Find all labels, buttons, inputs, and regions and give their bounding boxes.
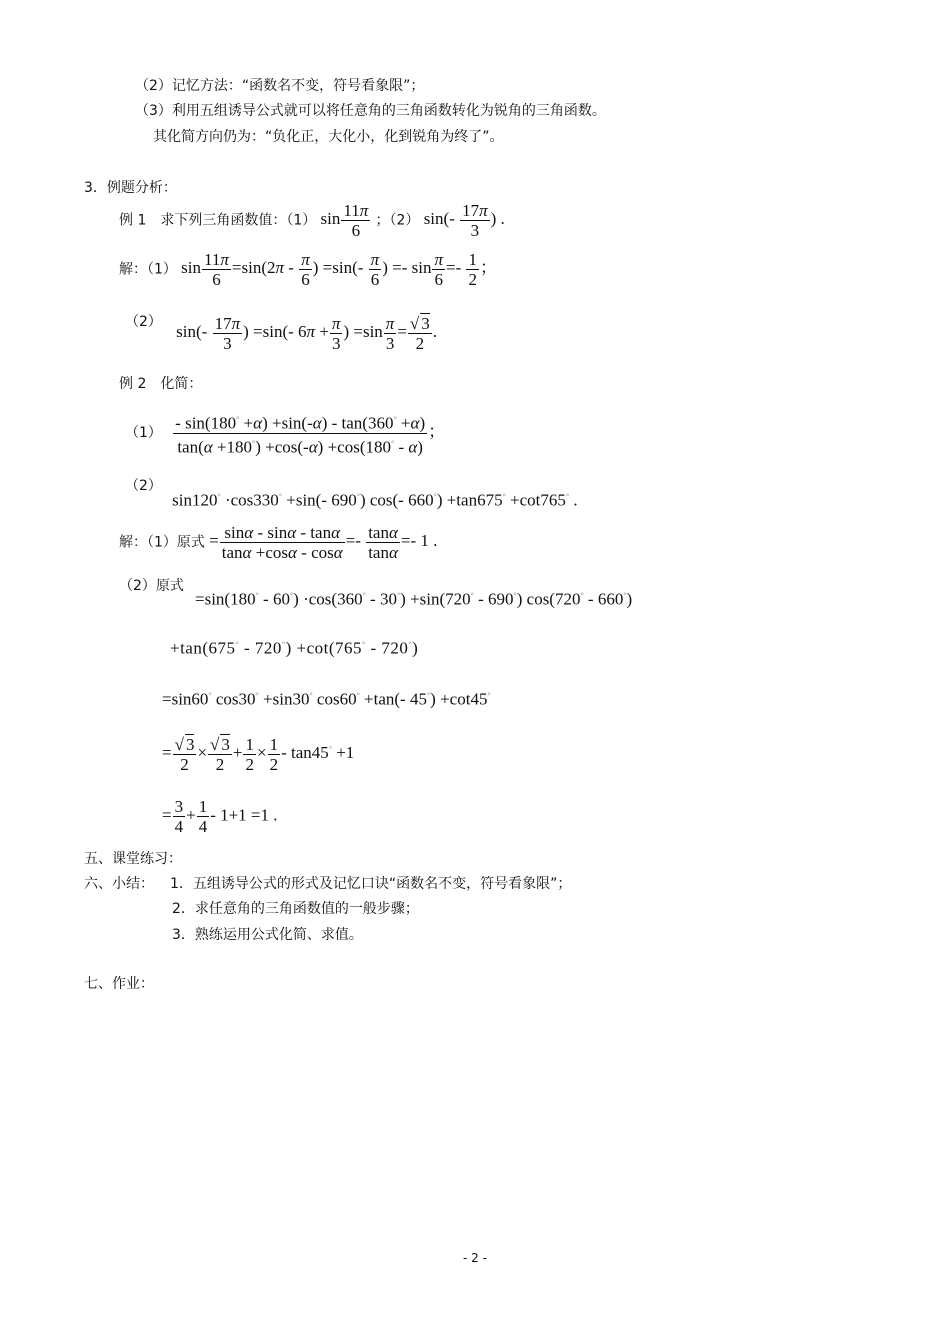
solution-2-line-3: =sin60° cos30° +sin30° cos60° +tan(- 45°) +cot45°	[162, 689, 491, 709]
example-2-part2	[125, 477, 578, 511]
formula: sin $\frac{11\pi}{6}$ =sin(2π - $\frac{\pi}{6}$ ) =sin(- $\frac{\pi}{6}$ ) =- sin $\frac{\pi}{6}$ =- $\frac{1}{2}$ ；	[181, 250, 497, 289]
solution-2-line-2: +tan(675° - 720°) +cot(765° - 720°)	[170, 638, 419, 658]
section-7-heading: 七、作业：	[84, 976, 154, 992]
solution-2-line-5: = $\frac{3}{4}$ + $\frac{1}{4}$ - 1+1 =1 .	[162, 797, 278, 836]
section-6-heading: 六、小结：	[84, 876, 154, 892]
example-2-part2-label: （2）	[125, 478, 162, 494]
formula: sin(- $\frac{17\pi}{3}$ ) =sin(- 6π + $\frac{\pi}{3}$ ) =sin $\frac{\pi}{3}$ = $\frac{√ 3}{2}$ .	[176, 313, 438, 353]
solution-1-part1	[119, 250, 497, 289]
example-2-part1-label: （1）	[125, 425, 162, 442]
summary-item-2: 2．求任意角的三角函数值的一般步骤；	[172, 901, 419, 917]
example-1-label: 例 1 求下列三角函数值：（1）	[119, 212, 317, 229]
example-1-part2: ；（2）	[375, 212, 420, 229]
summary-item-3: 3．熟练运用公式化简、求值。	[172, 927, 363, 943]
solution-2-part2-label: （2）原式	[119, 578, 184, 594]
formula: sin120° ·cos330° +sin(- 690°) cos(- 660°) +tan675° +cot765° .	[172, 490, 578, 510]
note-3-cont: 其化简方向仍为：“负化正，大化小，化到锐角为终了”。	[153, 129, 504, 145]
solution-2-line-4: = $\frac{√ 3}{2}$ × $\frac{√ 3}{2}$ + $\frac{1}{2}$ × $\frac{1}{2}$ - tan45° +1	[162, 734, 355, 774]
summary-item-1: 1．五组诱导公式的形式及记忆口诀“函数名不变，符号看象限”；	[170, 876, 572, 892]
formula: = $\frac{\sin\alpha - \sin\alpha - \tan\alpha}{\tan\alpha +\cos\alpha - \cos\alpha}$ =- $\frac{\tan\alpha}{\tan\alpha}$ =- 1 .	[209, 523, 438, 562]
formula: sin(- $\frac{17\pi}{3}$ ) .	[423, 201, 505, 240]
example-1	[119, 201, 505, 240]
page-number: - 2 -	[463, 1251, 487, 1265]
formula: sin $\frac{11\pi}{6}$	[320, 201, 369, 240]
solution-1-part2-label: （2）	[125, 314, 162, 330]
example-2-label: 例 2 化简：	[119, 376, 203, 392]
note-3: （3）利用五组诱导公式就可以将任意角的三角函数转化为锐角的三角函数。	[135, 103, 606, 119]
example-2-part1	[125, 410, 445, 456]
solution-2-part1	[119, 523, 437, 562]
solution-1-part2	[125, 313, 437, 353]
note-2: （2）记忆方法：“函数名不变，符号看象限”；	[135, 78, 425, 94]
section-3-heading: 3．例题分析：	[84, 180, 177, 196]
solution-2-line-1: =sin(180° - 60°) ·cos(360° - 30°) +sin(720° - 690°) cos(720° - 660°)	[195, 589, 633, 609]
formula: $\frac{- \sin(180^\circ +\alpha) +\sin(-\alpha) - \tan(360^\circ +\alpha)}{\tan(\alpha +180^\circ) +\cos(-\alpha) +\cos(180^\circ - \alpha)}$ ；	[172, 422, 445, 441]
section-5-heading: 五、课堂练习：	[84, 851, 182, 867]
solution-2-label: 解：（1）原式	[119, 534, 205, 551]
solution-1-label: 解：（1）	[119, 261, 177, 278]
